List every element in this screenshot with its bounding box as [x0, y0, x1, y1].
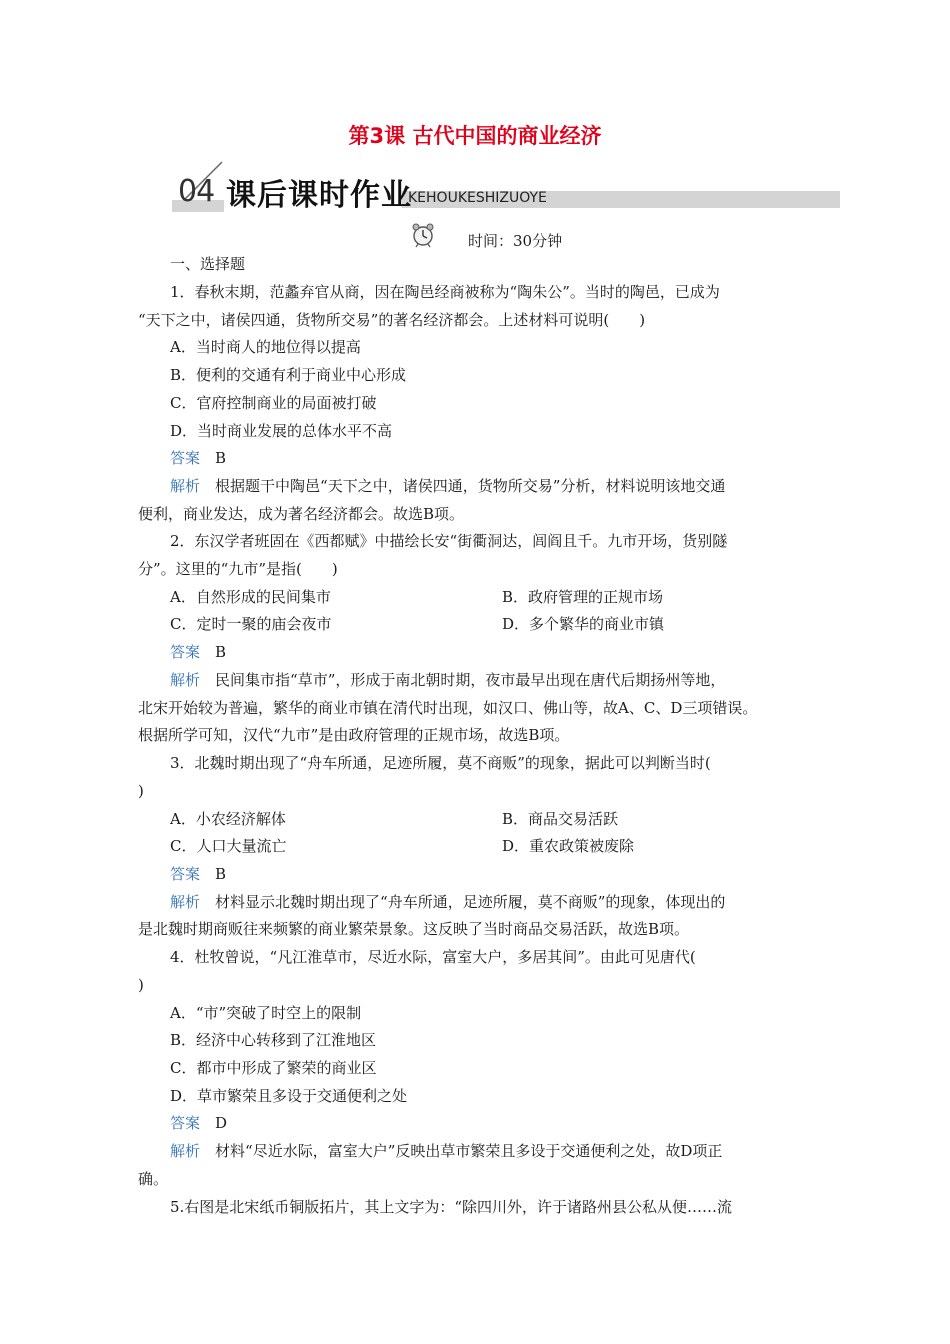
q2-stem-line2: 分”。这里的“九市”是指( ): [138, 560, 338, 578]
q4-option-d: D．草市繁荣且多设于交通便利之处: [170, 1087, 408, 1105]
q3-analysis-line1: [170, 890, 725, 914]
q3-stem-line1: 3．北魏时期出现了“舟车所通，足迹所履，莫不商贩”的现象，据此可以判断当时(: [170, 754, 711, 772]
q1-answer: [170, 446, 226, 470]
banner-pinyin: KEHOUKESHIZUOYE: [408, 190, 547, 206]
q3-option-a: A．小农经济解体: [170, 810, 286, 828]
q3-option-d: D．重农政策被废除: [502, 837, 635, 855]
q3-stem-line2: ): [138, 782, 144, 800]
q2-analysis-line1: [170, 668, 725, 692]
q1-analysis-text1: 根据题干中陶邑“天下之中，诸侯四通，货物所交易”分析，材料说明该地交通: [215, 477, 726, 495]
answer-label: 答案: [170, 449, 201, 467]
q2-answer-value: B: [215, 643, 227, 661]
q4-stem-line2: ): [138, 976, 144, 994]
answer-label: 答案: [170, 643, 201, 661]
q2-option-c: C．定时一聚的庙会夜市: [170, 615, 332, 633]
q2-option-b: B．政府管理的正规市场: [502, 588, 664, 606]
q1-stem-line1: 1．春秋末期，范蠡弃官从商，因在陶邑经商被称为“陶朱公”。当时的陶邑，已成为: [170, 283, 720, 301]
q4-option-c: C．都市中形成了繁荣的商业区: [170, 1059, 377, 1077]
q4-analysis-line2: 确。: [138, 1170, 169, 1188]
q1-option-c: C．官府控制商业的局面被打破: [170, 394, 377, 412]
analysis-label: 解析: [170, 893, 201, 911]
q4-stem-line1: 4．杜牧曾说，“凡江淮草市，尽近水际，富室大户，多居其间”。由此可见唐代(: [170, 948, 696, 966]
homework-banner: [172, 160, 840, 212]
q2-analysis-text1: 民间集市指“草市”，形成于南北朝时期，夜市最早出现在唐代后期扬州等地，: [215, 671, 726, 689]
q2-answer: [170, 640, 226, 664]
q3-analysis-line2: 是北魏时期商贩往来频繁的商业繁荣景象。这反映了当时商品交易活跃，故选B项。: [138, 920, 690, 938]
q4-analysis-text1: 材料“尽近水际，富室大户”反映出草市繁荣且多设于交通便利之处，故D项正: [215, 1142, 723, 1160]
q3-answer-value: B: [215, 865, 227, 883]
q1-analysis-line2: 便利，商业发达，成为著名经济都会。故选B项。: [138, 505, 465, 523]
q4-option-a: A．“市”突破了时空上的限制: [170, 1004, 362, 1022]
banner-number: 04: [178, 174, 215, 209]
time-limit: 时间：30分钟: [468, 232, 563, 250]
analysis-label: 解析: [170, 1142, 201, 1160]
q5-stem-line1: 5.右图是北宋纸币铜版拓片，其上文字为：“除四川外，许于诸路州县公私从便……流: [170, 1198, 732, 1216]
q1-option-b: B．便利的交通有利于商业中心形成: [170, 366, 407, 384]
q1-answer-value: B: [215, 449, 227, 467]
section-heading: 一、选择题: [170, 255, 246, 273]
answer-label: 答案: [170, 865, 201, 883]
q2-analysis-line3: 根据所学可知，汉代“九市”是由政府管理的正规市场，故选B项。: [138, 726, 570, 744]
q4-answer-value: D: [215, 1114, 228, 1132]
lesson-title: 第3课 古代中国的商业经济: [348, 124, 602, 148]
answer-label: 答案: [170, 1114, 201, 1132]
q3-option-b: B．商品交易活跃: [502, 810, 619, 828]
q1-analysis-line1: [170, 474, 725, 498]
q2-option-a: A．自然形成的民间集市: [170, 588, 331, 606]
analysis-label: 解析: [170, 477, 201, 495]
q4-option-b: B．经济中心转移到了江淮地区: [170, 1031, 377, 1049]
q1-option-a: A．当时商人的地位得以提高: [170, 338, 361, 356]
q3-option-c: C．人口大量流亡: [170, 837, 287, 855]
q1-option-d: D．当时商业发展的总体水平不高: [170, 422, 393, 440]
q1-stem-line2: “天下之中，诸侯四通，货物所交易”的著名经济都会。上述材料可说明( ): [138, 311, 646, 329]
banner-title: 课后课时作业: [226, 178, 412, 213]
q2-analysis-line2: 北宋开始较为普遍，繁华的商业市镇在清代时出现，如汉口、佛山等，故A、C、D三项错误。: [138, 699, 758, 717]
q4-answer: [170, 1111, 227, 1135]
alarm-clock-icon: [410, 222, 436, 248]
q3-answer: [170, 862, 226, 886]
q2-stem-line1: 2．东汉学者班固在《西都赋》中描绘长安“街衢洞达，闾阎且千。九市开场，货别隧: [170, 532, 728, 550]
analysis-label: 解析: [170, 671, 201, 689]
q2-option-d: D．多个繁华的商业市镇: [502, 615, 665, 633]
q4-analysis-line1: [170, 1139, 722, 1163]
q3-analysis-text1: 材料显示北魏时期出现了“舟车所通，足迹所履，莫不商贩”的现象，体现出的: [215, 893, 726, 911]
